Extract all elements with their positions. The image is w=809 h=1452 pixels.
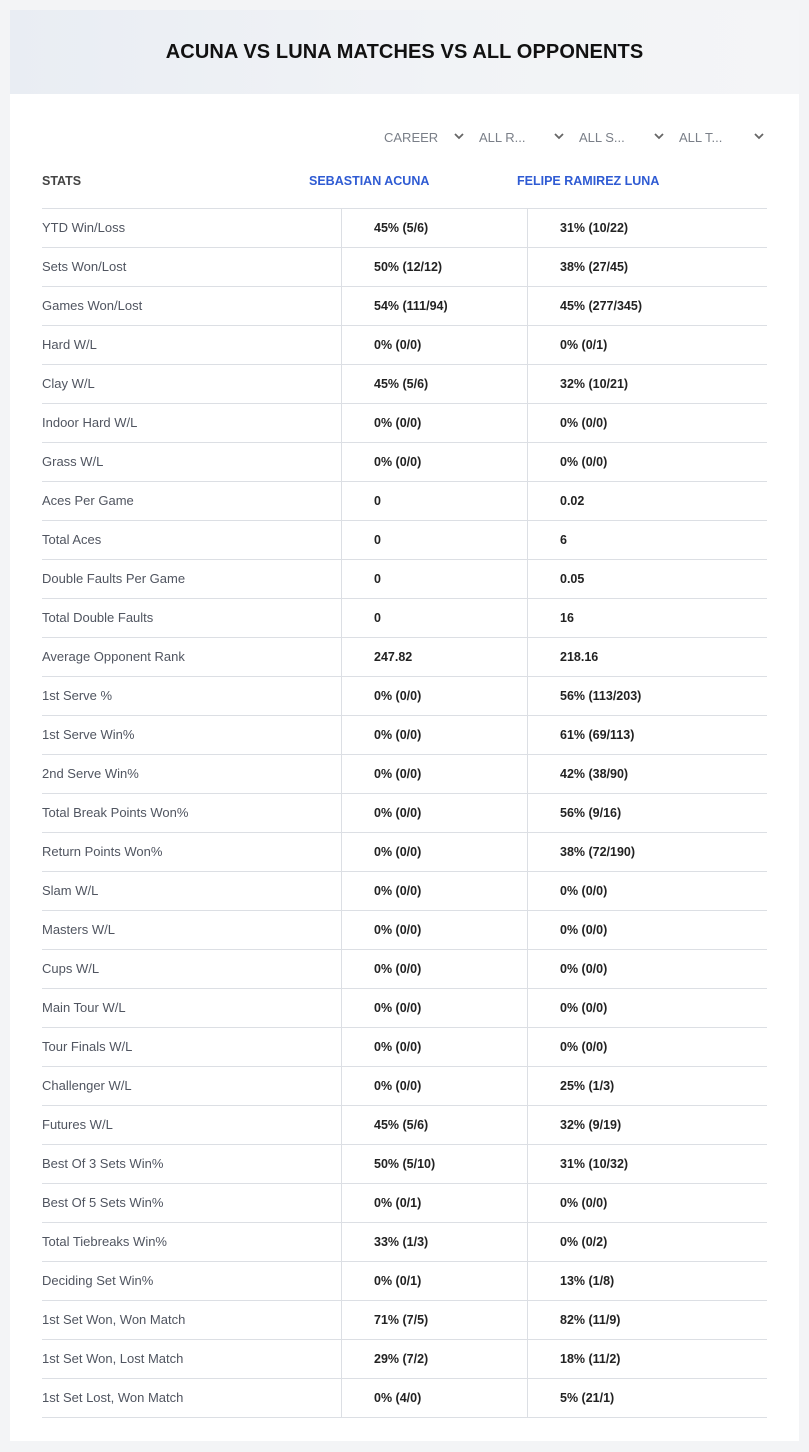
stat-label: Best Of 3 Sets Win%: [42, 1156, 164, 1171]
player2-stat-value: 6: [527, 521, 767, 559]
player2-stat-value: 18% (11/2): [527, 1340, 767, 1378]
chevron-down-icon: [753, 130, 765, 142]
player2-stat-value: 0% (0/0): [527, 1184, 767, 1222]
player2-stat-value: 218.16: [527, 638, 767, 676]
stat-label: Indoor Hard W/L: [42, 415, 138, 430]
table-row: [42, 560, 767, 599]
player1-stat-value: 0% (0/0): [341, 716, 549, 754]
stat-label: Total Double Faults: [42, 610, 154, 625]
player1-stat-value: 0: [341, 560, 549, 598]
player1-stat-value: 0% (0/1): [341, 1184, 549, 1222]
table-row: [42, 638, 767, 677]
player2-stat-value: 82% (11/9): [527, 1301, 767, 1339]
table-row: [42, 1262, 767, 1301]
stat-label: Sets Won/Lost: [42, 259, 127, 274]
table-row: [42, 521, 767, 560]
player2-stat-value: 38% (27/45): [527, 248, 767, 286]
stats-column-header: STATS: [42, 174, 82, 188]
player2-stat-value: 0% (0/0): [527, 1028, 767, 1066]
player1-stat-value: 0% (4/0): [341, 1379, 549, 1417]
filter-round-value: ALL R...: [479, 129, 526, 145]
player2-stat-value: 32% (9/19): [527, 1106, 767, 1144]
player1-stat-value: 0: [341, 599, 549, 637]
player2-stat-value: 0% (0/0): [527, 950, 767, 988]
filter-bar: [10, 126, 799, 148]
table-row: [42, 1340, 767, 1379]
player2-stat-value: 56% (9/16): [527, 794, 767, 832]
player1-stat-value: 71% (7/5): [341, 1301, 549, 1339]
stat-label: Slam W/L: [42, 883, 99, 898]
player1-stat-value: 0% (0/0): [341, 326, 549, 364]
player2-stat-value: 56% (113/203): [527, 677, 767, 715]
stat-label: Main Tour W/L: [42, 1000, 126, 1015]
player1-stat-value: 45% (5/6): [341, 1106, 549, 1144]
player1-column-header[interactable]: SEBASTIAN ACUNA: [309, 174, 430, 188]
filter-surface-dropdown[interactable]: [579, 126, 665, 148]
table-row: [42, 248, 767, 287]
table-row: [42, 755, 767, 794]
player2-stat-value: 5% (21/1): [527, 1379, 767, 1417]
table-row: [42, 1223, 767, 1262]
player1-stat-value: 247.82: [341, 638, 549, 676]
stat-label: Total Aces: [42, 532, 102, 547]
player1-stat-value: 0% (0/0): [341, 1067, 549, 1105]
table-row: [42, 1106, 767, 1145]
table-row: [42, 677, 767, 716]
table-row: [42, 404, 767, 443]
player2-stat-value: 0.02: [527, 482, 767, 520]
filter-period-value: CAREER: [384, 129, 439, 145]
player2-stat-value: 38% (72/190): [527, 833, 767, 871]
table-row: [42, 287, 767, 326]
stats-table: [42, 208, 767, 1418]
filter-tournament-value: ALL T...: [679, 129, 723, 145]
player2-stat-value: 0% (0/0): [527, 989, 767, 1027]
stat-label: Tour Finals W/L: [42, 1039, 133, 1054]
player1-stat-value: 0% (0/0): [341, 833, 549, 871]
table-row: [42, 872, 767, 911]
player2-stat-value: 0% (0/0): [527, 911, 767, 949]
table-row: [42, 1184, 767, 1223]
stat-label: Total Tiebreaks Win%: [42, 1234, 167, 1249]
player1-stat-value: 50% (5/10): [341, 1145, 549, 1183]
player2-stat-value: 31% (10/32): [527, 1145, 767, 1183]
stat-label: Games Won/Lost: [42, 298, 143, 313]
player1-stat-value: 45% (5/6): [341, 365, 549, 403]
stat-label: Return Points Won%: [42, 844, 163, 859]
stat-label: Double Faults Per Game: [42, 571, 186, 586]
player2-column-header[interactable]: FELIPE RAMIREZ LUNA: [517, 174, 660, 188]
stat-label: Hard W/L: [42, 337, 97, 352]
player1-stat-value: 54% (111/94): [341, 287, 549, 325]
table-row: [42, 1028, 767, 1067]
stat-label: Total Break Points Won%: [42, 805, 189, 820]
player1-stat-value: 0% (0/0): [341, 404, 549, 442]
table-row: [42, 1067, 767, 1106]
stat-label: 1st Set Won, Lost Match: [42, 1351, 184, 1366]
player2-stat-value: 42% (38/90): [527, 755, 767, 793]
chevron-down-icon: [553, 130, 565, 142]
table-row: [42, 1301, 767, 1340]
player1-stat-value: 50% (12/12): [341, 248, 549, 286]
player2-stat-value: 0% (0/0): [527, 443, 767, 481]
player2-stat-value: 13% (1/8): [527, 1262, 767, 1300]
stat-label: 1st Serve Win%: [42, 727, 135, 742]
stat-label: Deciding Set Win%: [42, 1273, 154, 1288]
filter-surface-value: ALL S...: [579, 129, 625, 145]
player2-stat-value: 0% (0/0): [527, 404, 767, 442]
table-row: [42, 989, 767, 1028]
player1-stat-value: 0: [341, 521, 549, 559]
table-row: [42, 443, 767, 482]
stat-label: Average Opponent Rank: [42, 649, 185, 664]
player1-stat-value: 0% (0/0): [341, 443, 549, 481]
player1-stat-value: 45% (5/6): [341, 209, 549, 247]
table-row: [42, 794, 767, 833]
player1-stat-value: 33% (1/3): [341, 1223, 549, 1261]
stat-label: 2nd Serve Win%: [42, 766, 139, 781]
player2-stat-value: 0% (0/2): [527, 1223, 767, 1261]
player2-stat-value: 31% (10/22): [527, 209, 767, 247]
filter-tournament-dropdown[interactable]: [679, 126, 765, 148]
stat-label: YTD Win/Loss: [42, 220, 126, 235]
chevron-down-icon: [453, 130, 465, 142]
table-row: [42, 1145, 767, 1184]
stat-label: Masters W/L: [42, 922, 115, 937]
player1-stat-value: 0% (0/0): [341, 1028, 549, 1066]
player2-stat-value: 32% (10/21): [527, 365, 767, 403]
stat-label: Grass W/L: [42, 454, 104, 469]
table-row: [42, 1379, 767, 1418]
player2-stat-value: 0% (0/0): [527, 872, 767, 910]
table-row: [42, 599, 767, 638]
stat-label: Best Of 5 Sets Win%: [42, 1195, 164, 1210]
player1-stat-value: 0% (0/0): [341, 755, 549, 793]
chevron-down-icon: [653, 130, 665, 142]
table-row: [42, 911, 767, 950]
stats-card: [10, 10, 799, 1441]
player2-stat-value: 25% (1/3): [527, 1067, 767, 1105]
stat-label: Cups W/L: [42, 961, 100, 976]
player2-stat-value: 61% (69/113): [527, 716, 767, 754]
player1-stat-value: 0% (0/0): [341, 950, 549, 988]
table-row: [42, 209, 767, 248]
card-header: [10, 10, 799, 94]
player1-stat-value: 0% (0/0): [341, 911, 549, 949]
table-row: [42, 833, 767, 872]
player2-stat-value: 45% (277/345): [527, 287, 767, 325]
table-row: [42, 326, 767, 365]
table-row: [42, 950, 767, 989]
stat-label: Futures W/L: [42, 1117, 113, 1132]
player1-stat-value: 0: [341, 482, 549, 520]
player2-stat-value: 0.05: [527, 560, 767, 598]
stat-label: Clay W/L: [42, 376, 95, 391]
stat-label: 1st Serve %: [42, 688, 113, 703]
stat-label: 1st Set Lost, Won Match: [42, 1390, 184, 1405]
filter-period-dropdown[interactable]: [384, 126, 465, 148]
page-title: ACUNA VS LUNA MATCHES VS ALL OPPONENTS: [165, 40, 644, 63]
player1-stat-value: 0% (0/0): [341, 989, 549, 1027]
player1-stat-value: 0% (0/0): [341, 677, 549, 715]
player1-stat-value: 0% (0/1): [341, 1262, 549, 1300]
table-row: [42, 716, 767, 755]
table-row: [42, 365, 767, 404]
player1-stat-value: 0% (0/0): [341, 794, 549, 832]
player2-stat-value: 0% (0/1): [527, 326, 767, 364]
player2-stat-value: 16: [527, 599, 767, 637]
stat-label: Challenger W/L: [42, 1078, 132, 1093]
stat-label: Aces Per Game: [42, 493, 134, 508]
stat-label: 1st Set Won, Won Match: [42, 1312, 186, 1327]
table-row: [42, 482, 767, 521]
filter-round-dropdown[interactable]: [479, 126, 565, 148]
player1-stat-value: 29% (7/2): [341, 1340, 549, 1378]
player1-stat-value: 0% (0/0): [341, 872, 549, 910]
